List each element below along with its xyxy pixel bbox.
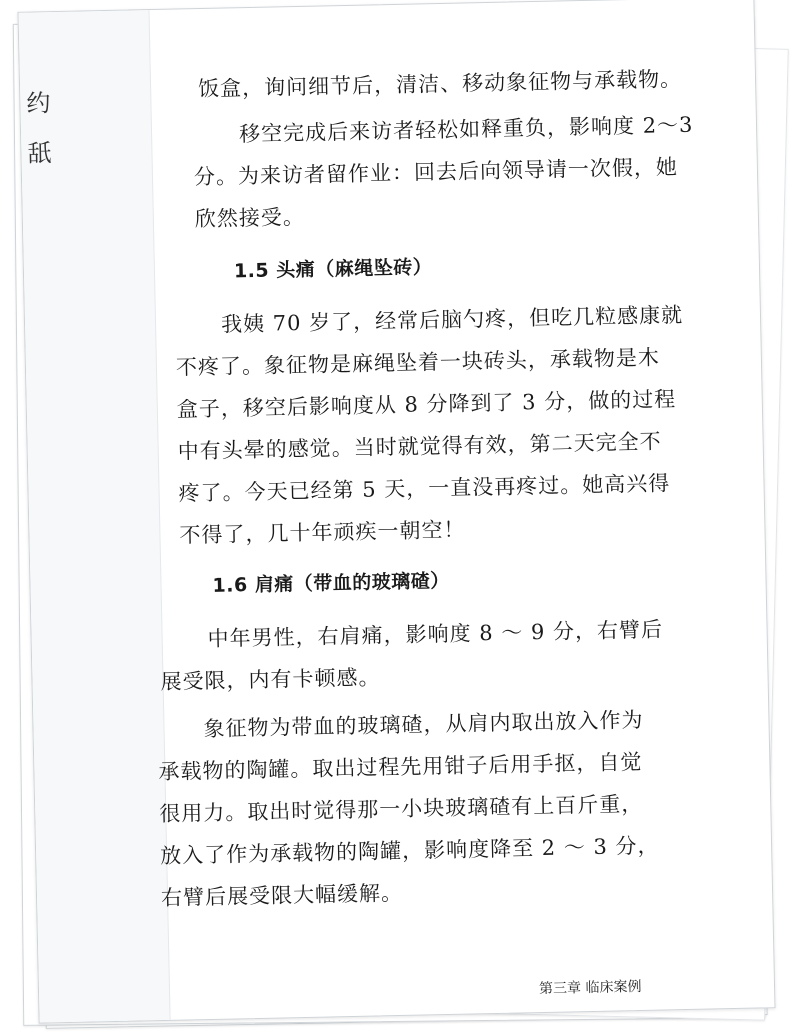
paragraph-line: 放入了作为承载物的陶罐，影响度降至 2 ～ 3 分， [159,833,660,869]
paragraph-line: 不疼了。象征物是麻绳坠着一块砖头，承载物是木 [175,345,661,380]
paragraph-line: 承载物的陶罐。取出过程先用钳子后用手抠，自觉 [158,749,643,785]
paragraph-line: 展受限，内有卡顿感。 [160,665,381,694]
paragraph-line: 移空完成后来访者轻松如释重负，影响度 2～3 [238,112,694,147]
paragraph-line: 右臂后展受限大幅缓解。 [160,880,404,911]
paragraph-line: 中有头晕的感觉。当时就觉得有效，第二天完全不 [177,429,662,464]
left-page-fragment [26,78,68,179]
paragraph-line: 欣然接受。 [194,204,306,232]
section-heading: 1.6 肩痛（带血的玻璃碴） [212,569,451,597]
main-page [17,0,775,1024]
paragraph-line: 不得了，几十年顽疾一朝空！ [179,517,466,548]
paragraph-line: 象征物为带血的玻璃碴，从肩内取出放入作为 [203,707,644,742]
paragraph-line: 很用力。取出时觉得那一小块玻璃碴有上百斤重， [159,791,644,827]
paragraph-line: 疼了。今天已经第 5 天，一直没再疼过。她高兴得 [178,471,671,506]
left-glyph: 约 [26,89,51,118]
paragraph-line: 盒子，移空后影响度从 8 分降到了 3 分，做的过程 [176,387,677,422]
page-footer: 第三章 临床案例 [538,978,642,998]
paragraph-line: 分。为来访者留作业：回去后向领导请一次假，她 [193,155,679,190]
left-glyph: 舐 [27,139,52,168]
paragraph-line: 我姨 70 岁了，经常后脑勺疼，但吃几粒感康就 [220,302,684,337]
paragraph-line: 中年男性，右肩痛，影响度 8 ～ 9 分，右臂后 [207,617,664,651]
paragraph-line: 饭盒，询问细节后，清洁、移动象征物与承载物。 [197,66,683,102]
section-heading: 1.5 头痛（麻绳坠砖） [233,256,433,283]
